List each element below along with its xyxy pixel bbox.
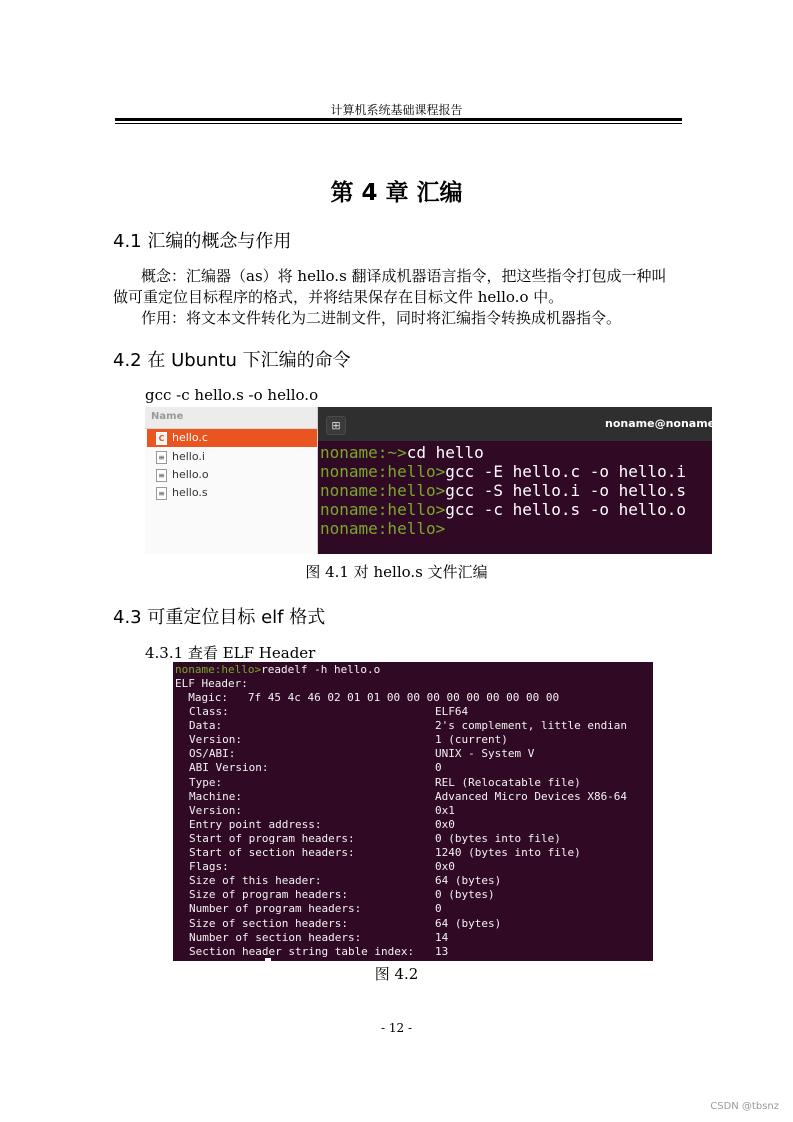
terminal-titlebar [318,407,731,441]
elf-field-row [175,916,502,931]
watermark: CSDN @tbsnz [710,1101,779,1112]
elf-field-key: Type: [189,775,223,789]
terminal-title: noname@noname-Vi [605,417,731,430]
elf-field-key: OS/ABI: [189,747,236,761]
readelf-command-line [175,663,380,677]
elf-field-key: Flags: [189,860,229,874]
elf-magic-line: Magic: 7f 45 4c 46 02 01 01 00 00 00 00 00 00 00 00 00 [175,691,560,704]
file-manager-panel [145,407,318,554]
prompt: noname:hello> [175,663,262,676]
elf-field-row [175,888,495,902]
chapter-title: 第 4 章 汇编 [330,180,463,206]
elf-field-value: 64 (bytes) [435,916,502,930]
elf-field-value: REL (Relocatable file) [435,775,581,789]
elf-field-value: 1 (current) [435,733,508,747]
file-item-hello-o[interactable] [147,466,317,484]
elf-field-row [175,831,561,846]
terminal-window[interactable] [318,407,731,554]
elf-field-key: Entry point address: [189,817,322,831]
text-file-icon: ≡ [156,469,167,482]
figure-caption-4-1: 图 4.1 对 hello.s 文件汇编 [305,563,488,581]
prompt: noname:hello> [320,519,446,538]
file-list-header [145,407,317,429]
elf-field-key: Size of this header: [189,874,322,888]
text-file-icon: ≡ [156,487,167,500]
figure-caption-4-2: 图 4.2 [374,965,419,983]
text-cursor [265,958,271,961]
prompt: noname:~> [320,443,407,462]
new-tab-icon[interactable]: ⊞ [326,416,346,435]
elf-field-key: Number of section headers: [189,930,362,944]
prompt: noname:hello> [320,481,446,500]
elf-field-row [175,860,455,874]
elf-field-key: Class: [189,705,229,718]
file-name: hello.c [172,431,208,444]
elf-field-value: 64 (bytes) [435,874,502,888]
elf-field-value: 0 [435,761,442,775]
screenshot-file-manager-terminal [145,407,731,554]
command: gcc -E hello.c -o hello.i [445,462,687,481]
page-header: 计算机系统基础课程报告 [330,103,463,117]
header-rule-thick [115,118,682,121]
elf-field-row [175,733,508,747]
para-concept-line1: 概念：汇编器（as）将 hello.s 翻译成机器语言指令，把这些指令打包成一种叫 [141,267,667,285]
para-concept-line2: 做可重定位目标程序的格式，并将结果保存在目标文件 hello.o 中。 [113,288,564,306]
elf-field-value: ELF64 [435,705,469,718]
command: gcc -S hello.i -o hello.s [445,481,687,500]
c-source-file-icon: C [156,432,167,445]
elf-field-value: 0x1 [435,803,455,817]
elf-field-key: ABI Version: [189,761,269,775]
command: gcc -c hello.s -o hello.o [445,500,687,519]
elf-header-heading: ELF Header: [175,677,248,690]
elf-field-row [175,902,442,916]
elf-field-row [175,747,535,761]
elf-field-row [175,930,449,945]
elf-field-row [175,846,581,860]
elf-field-key: Start of section headers: [189,846,355,859]
elf-field-value: Advanced Micro Devices X86-64 [435,789,628,803]
elf-field-value: 0 (bytes) [435,888,495,902]
elf-field-key: Size of program headers: [189,888,348,902]
elf-field-key: Number of program headers: [189,902,362,916]
section-4-1-title: 4.1 汇编的概念与作用 [113,231,292,252]
terminal-line [320,462,686,481]
elf-field-key: Start of program headers: [189,831,355,845]
file-item-hello-s[interactable] [147,484,317,502]
command: readelf -h hello.o [261,663,381,676]
command: cd hello [406,443,484,462]
elf-field-key: Version: [189,733,242,747]
para-purpose: 作用：将文本文件转化为二进制文件，同时将汇编指令转换成机器指令。 [141,309,622,327]
elf-field-key: Machine: [189,789,242,803]
elf-field-value: 0 [435,902,442,916]
elf-field-row [175,803,455,818]
elf-field-key: Size of section headers: [189,916,348,930]
elf-field-value: UNIX - System V [435,747,535,761]
elf-field-value: 13 [435,944,449,958]
elf-field-row [175,789,628,804]
terminal-line [320,500,686,519]
elf-field-key: Data: [189,719,223,733]
terminal-line [320,443,484,462]
file-item-hello-i[interactable] [147,448,317,466]
elf-field-value: 0x0 [435,817,455,831]
elf-field-row [175,944,449,959]
section-4-3-title: 4.3 可重定位目标 elf 格式 [113,607,326,628]
elf-field-value: 0x0 [435,860,455,874]
prompt: noname:hello> [320,500,446,519]
elf-field-row [175,775,581,790]
elf-field-value: 0 (bytes into file) [435,831,561,845]
elf-field-value: 14 [435,930,449,944]
elf-field-key: Section header string table index: [189,944,415,958]
section-4-2-title: 4.2 在 Ubuntu 下汇编的命令 [113,350,351,371]
name-column-header[interactable]: Name [151,411,184,422]
text-file-icon: ≡ [156,451,167,464]
elf-field-row [175,719,628,733]
elf-field-row [175,761,442,775]
elf-field-row [175,874,502,888]
page-number: - 12 - [380,1021,412,1035]
file-name: hello.s [172,486,208,499]
file-item-hello-c[interactable] [147,429,317,447]
header-rule-thin [115,123,682,124]
elf-field-value: 2's complement, little endian [435,719,628,733]
terminal-line [320,519,445,538]
file-name: hello.o [172,468,209,481]
file-name: hello.i [172,450,205,463]
elf-field-value: 1240 (bytes into file) [435,846,581,859]
screenshot-readelf-output [173,662,653,961]
prompt: noname:hello> [320,462,446,481]
elf-field-row [175,705,469,719]
assemble-command: gcc -c hello.s -o hello.o [145,386,319,404]
elf-field-key: Version: [189,803,242,817]
elf-field-row [175,817,455,832]
subsection-4-3-1-title: 4.3.1 查看 ELF Header [145,644,316,662]
terminal-line [320,481,686,500]
